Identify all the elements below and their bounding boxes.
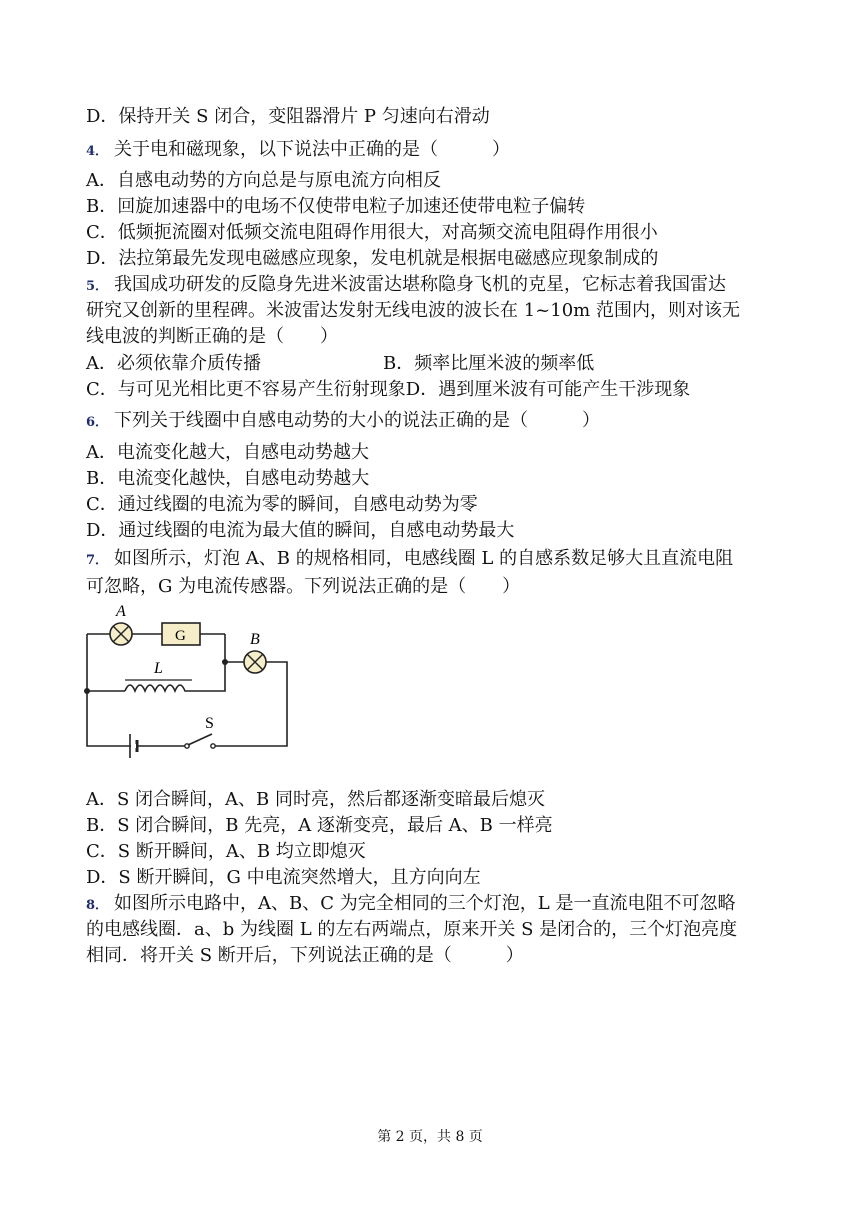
- q4-option-c: C．低频扼流圈对低频交流电阻碍作用很大，对高频交流电阻碍作用很小: [86, 222, 658, 243]
- q7-circuit-diagram: [80, 600, 300, 760]
- q5-options-row-2: [86, 377, 690, 403]
- q4-option-b: B．回旋加速器中的电场不仅使带电粒子加速还使带电粒子偏转: [86, 196, 586, 217]
- junction-dot-right: [222, 659, 228, 665]
- lamp-b-icon: [244, 651, 266, 673]
- inductor-l-label: L: [154, 660, 163, 677]
- q7-option-d: D．S 断开瞬间，G 中电流突然增大，且方向向左: [86, 867, 481, 888]
- q7-number: 7．: [86, 553, 109, 568]
- q4-option-d: D．法拉第最先发现电磁感应现象，发电机就是根据电磁感应现象制成的: [86, 248, 659, 269]
- q5-number: 5．: [86, 279, 109, 294]
- sensor-g-label: G: [175, 628, 186, 644]
- page-footer: 第 2 页，共 8 页: [377, 1129, 483, 1145]
- switch-s-label: S: [205, 715, 214, 732]
- q6-number: 6．: [86, 415, 109, 430]
- inductor-l-icon: [125, 685, 192, 691]
- q6-option-c: C．通过线圈的电流为零的瞬间，自感电动势为零: [86, 494, 478, 515]
- q6-option-a: A．电流变化越大，自感电动势越大: [86, 442, 369, 463]
- q6-stem: [86, 408, 600, 436]
- q8-stem-line-2: 的电感线圈．a、b 为线圈 L 的左右两端点，原来开关 S 是闭合的，三个灯泡亮度: [86, 919, 738, 940]
- q5-stem-line-2: 研究又创新的里程碑。米波雷达发射无线电波的波长在 1~10m 范围内，则对该无: [86, 300, 740, 321]
- lamp-a-label: A: [116, 603, 126, 620]
- q5-option-c: C．与可见光相比更不容易产生衍射现象: [86, 379, 406, 400]
- q5-stem-text: 我国成功研发的反隐身先进米波雷达堪称隐身飞机的克星，它标志着我国雷达: [114, 274, 727, 295]
- q7-stem-line-2: 可忽略，G 为电流传感器。下列说法正确的是（ ）: [86, 576, 521, 597]
- q7-stem-line-1: [86, 546, 733, 574]
- q5-stem-line-3: 线电波的判断正确的是（ ）: [86, 326, 338, 347]
- q8-stem-line-3: 相同．将开关 S 断开后，下列说法正确的是（ ）: [86, 945, 524, 966]
- q5-option-a: A．必须依靠介质传播: [86, 353, 261, 374]
- q4-number: 4．: [86, 144, 109, 159]
- q5-option-d: D．遇到厘米波有可能产生干涉现象: [405, 379, 691, 400]
- q7-stem-text: 如图所示，灯泡 A、B 的规格相同，电感线圈 L 的自感系数足够大且直流电阻: [114, 548, 734, 569]
- q4-stem-text: 关于电和磁现象，以下说法中正确的是（ ）: [114, 139, 511, 160]
- q5-options-row-1: [86, 351, 776, 377]
- q5-stem-line-1: [86, 272, 726, 300]
- q8-stem-line-1: [86, 891, 735, 919]
- q6-option-d: D．通过线圈的电流为最大值的瞬间，自感电动势最大: [86, 520, 515, 541]
- q4-stem: [86, 137, 510, 165]
- q5-option-b: B．频率比厘米波的频率低: [383, 353, 595, 374]
- q6-stem-text: 下列关于线圈中自感电动势的大小的说法正确的是（ ）: [114, 410, 601, 431]
- lamp-a-icon: [110, 623, 132, 645]
- lamp-b-label: B: [250, 631, 260, 648]
- q7-option-c: C．S 断开瞬间，A、B 均立即熄灭: [86, 841, 366, 862]
- q7-option-a: A．S 闭合瞬间，A、B 同时亮，然后都逐渐变暗最后熄灭: [86, 789, 545, 810]
- switch-s-icon: [185, 734, 215, 748]
- q8-number: 8．: [86, 898, 109, 913]
- q8-stem-text: 如图所示电路中，A、B、C 为完全相同的三个灯泡，L 是一直流电阻不可忽略: [114, 893, 736, 914]
- junction-dot-left: [84, 688, 90, 694]
- q4-option-a: A．自感电动势的方向总是与原电流方向相反: [86, 170, 441, 191]
- q3-option-d: D．保持开关 S 闭合，变阻器滑片 P 匀速向右滑动: [86, 106, 490, 127]
- q7-option-b: B．S 闭合瞬间，B 先亮，A 逐渐变亮，最后 A、B 一样亮: [86, 815, 553, 836]
- q6-option-b: B．电流变化越快，自感电动势越大: [86, 468, 370, 489]
